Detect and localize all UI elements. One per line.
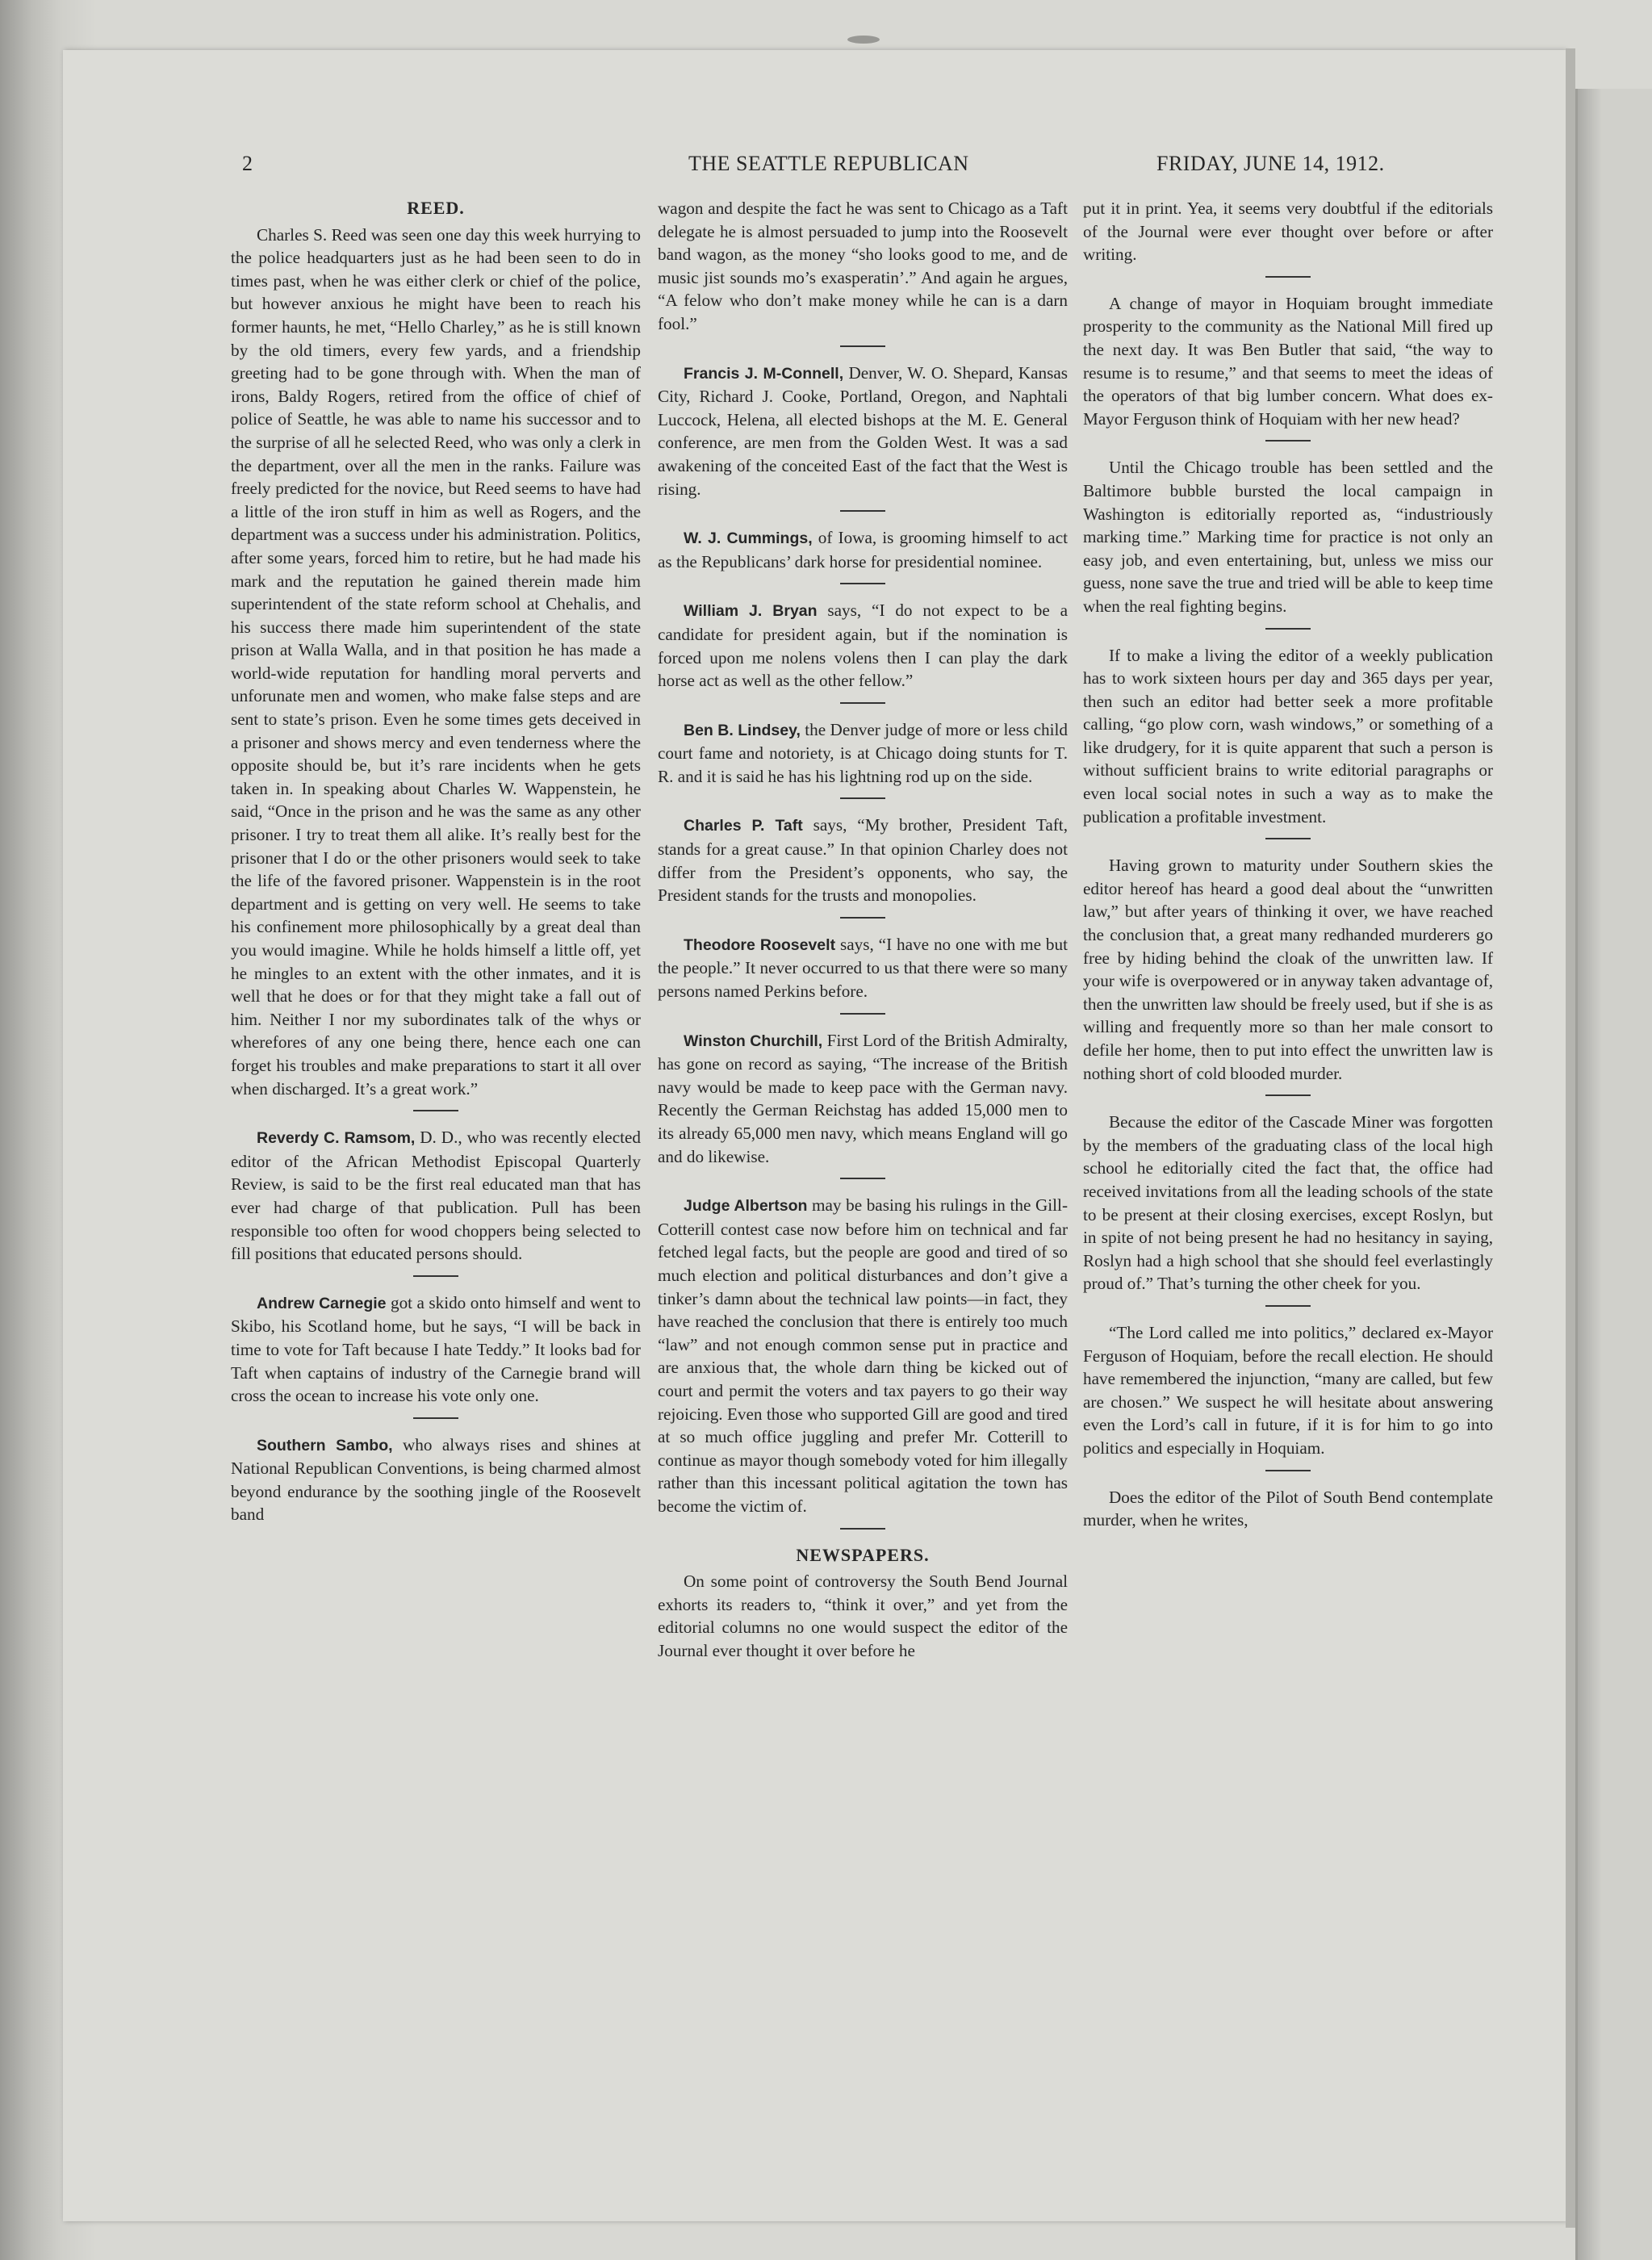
article-reed: Charles S. Reed was seen one day this week hurrying to the police headquarters just as he had been seen to do in times past, when he was either clerk or chief of the police, but however anxious he might have been to reach his former haunts, he met, “Hello Charley,” as he is still known by the old timers, every few yards, and a friendship greeting had to be gone through with. When the man of irons, Baldy Rogers, retired from the office of chief of police of Seattle, he was able to name his successor and to the surprise of all he selected Reed, who was only a clerk in the department, over all the men in the ranks. Failure was freely predicted for the novice, but Reed seems to have had a little of the iron stuff in him as well as Rogers, and the department was a success under his administration. Politics, after some years, forced him to retire, but he had made his mark and the reputation he gained therein made him superintendent of the state reform school at Chehalis, and his success there made him superintendent of the state prison at Walla Walla, and in that position he has made a world-wide reputation for handling moral perverts and unforunate men and women, who make false steps and are sent to state’s prison. Even he some times gets deceived in a prisoner and shows mercy and even tenderness where the opposite should be, but it’s rare incidents when he gets taken in. In speaking about Charles W. Wappenstein, he said, “Once in the prison and he was the same as any other prisoner. I try to treat them all alike. It’s really best for the prisoner that I do or the other prisoners would seek to take the life of the favored prisoner. Wappenstein is in the root department and is getting on very well. He seems to take his confinement more philosophically by a great deal than you would imagine. While he holds himself a little off, yet he mingles to an extent with the other inmates, and it is well that he does or for that they might take a fall out of him. Neither I nor my subordinates talk of the whys or wherefores of any one being there, hence each one can forget his troubles and make preparations to start it all over when discharged. It’s a great work.” [231,224,641,1099]
item-pilot: Does the editor of the Pilot of South Bend contemplate murder, when he writes, [1083,1487,1493,1530]
text-mconnell: Denver, W. O. Shepard, Kansas City, Richard J. Cooke, Portland, Oregon, and Naphtali Luccock, Helena, all elected bishops at the M. E. General conference, are men from the Golden West. It was a sad awakening of the conceited East of the fact that the West is rising. [658,362,1068,499]
item-carnegie [231,1291,641,1408]
divider [840,1528,885,1530]
divider [1265,276,1311,278]
name-albertson: Judge Albertson [684,1197,808,1216]
column-1 [231,197,641,1526]
text-churchill: First Lord of the British Admiralty, has gone on record as saying, “The increase of the British navy would be made to keep pace with the German navy. Recently the German Reichstag has added 15,000 men to its already 65,000 men navy, which means England will go and do likewise. [658,1030,1068,1166]
item-lindsey [658,718,1068,789]
paper-title: THE SEATTLE REPUBLICAN [688,152,969,175]
scan-mark [847,36,880,44]
item-churchill [658,1029,1068,1169]
item-lord-called: “The Lord called me into politics,” declared ex-Mayor Ferguson of Hoquiam, before the recall election. He should have remembered the injunction, “many are called, but few are chosen.” We suspect he will hesitate about answering even the Lord’s call in future, if it is for him to go into politics and especially in Hoquiam. [1083,1322,1493,1458]
text-taft: says, “My brother, President Taft, stands for a great cause.” In that opinion Charley does not differ from the President’s opponents, who say, the President stands for the trusts and monopolies. [658,815,1068,906]
name-carnegie: Andrew Carnegie [257,1294,387,1312]
name-lindsey: Ben B. Lindsey, [684,721,801,739]
divider [1265,1094,1311,1096]
divider [840,345,885,347]
name-taft: Charles P. Taft [684,817,803,835]
item-ransom [231,1126,641,1266]
divider [840,917,885,919]
sheet-edge [1566,48,1575,2228]
article-headline-newspapers: NEWSPAPERS. [796,1544,930,1565]
item-cascade-miner: Because the editor of the Cascade Miner was forgotten by the members of the graduating class of the local high school he editorially cited the fact that, the office had received invitations from all the leading schools of the state to be present at their closing exercises, except Roslyn, but in spite of not being present he had no hesitancy in saying, Roslyn had a high school that she should feel everlastingly proud of.” That’s turning the other cheek for you. [1083,1112,1493,1294]
text-carnegie: got a skido onto himself and went to Skibo, his Scotland home, but he says, “I will be back in time to vote for Taft because I hate Teddy.” It looks bad for Taft when captains of industry of the Carnegie brand will cross the ocean to increase his vote only one. [231,1292,641,1406]
item-bryan [658,599,1068,692]
text-cummings: of Iowa, is grooming himself to act as the Republicans’ dark horse for presidential nominee. [658,528,1068,571]
divider [1265,628,1311,630]
text-roosevelt: says, “I have no one with me but the people.” It never occurred to us that there were so many persons named Perkins before. [658,934,1068,1002]
item-roosevelt [658,933,1068,1003]
article-newspapers: On some point of controversy the South Bend Journal exhorts its readers to, “think it over,” and yet from the editorial columns no one would suspect the editor of the Journal ever thought it over before he [658,1572,1068,1660]
item-sambo-continued: wagon and despite the fact he was sent to Chicago as a Taft delegate he is almost persuaded to jump into the Roosevelt band wagon, as the money “sho looks good to me, and de music jist sounds mo’s exasperatin’.” And again he argues, “A felow who don’t make money while he can is a darn fool.” [658,199,1068,333]
divider [840,1013,885,1015]
divider [840,510,885,512]
divider [840,702,885,704]
name-sambo: Southern Sambo, [257,1436,393,1454]
name-churchill: Winston Churchill, [684,1032,823,1050]
item-hoquiam: A change of mayor in Hoquiam brought immediate prosperity to the community as the National Mill fired up the next day. It was Ben Butler that said, “the way to resume is to resume,” and that seems to meet the ideas of the operators of that big lumber concern. What does ex-Mayor Ferguson think of Hoquiam with her new head? [1083,293,1493,429]
name-bryan: William J. Bryan [684,602,818,621]
article-headline-reed: REED. [407,198,465,218]
item-sambo [231,1433,641,1526]
text-sambo: who always rises and shines at National Republican Conventions, is being charmed almost beyond endurance by the soothing jingle of the Roosevelt band [231,1434,641,1525]
item-cummings [658,526,1068,573]
text-lindsey: the Denver judge of more or less child court fame and notoriety, is at Chicago doing stunts for T. R. and it is said he has his lightning rod up on the side. [658,719,1068,786]
page-number: 2 [242,152,253,175]
divider [840,583,885,584]
next-page-edge [1575,89,1652,2260]
name-mconnell: Francis J. M-Connell, [684,364,844,383]
divider [413,1275,458,1277]
issue-date: FRIDAY, JUNE 14, 1912. [1156,152,1385,175]
column-2 [658,197,1068,1662]
item-unwritten-law: Having grown to maturity under Southern skies the editor hereof has heard a good deal about the “unwritten law,” but after years of thinking it over, we have reached the conclusion that, a great many redhanded murderers go free by hiding behind the cloak of the unwritten law. If your wife is overpowered or in anyway taken advantage of, then the unwritten law should be freely used, but if she is as willing and frequently more so than her male consort to defile her home, then to put into effect the unwritten law is nothing short of cold blooded murder. [1083,856,1493,1083]
item-albertson [658,1194,1068,1517]
text-ransom: D. D., who was recently elected editor of the African Methodist Episcopal Quarterly Review, is said to be the first real educated man that has ever had charge of that publication. Pull has been responsible too often for wood choppers being selected to fill positions that educated persons should. [231,1128,641,1264]
column-3 [1083,197,1493,1532]
item-weekly-editor: If to make a living the editor of a weekly publication has to work sixteen hours per day and 365 days per year, then such an editor had better seek a more profitable calling, “go plow corn, wash windows,” or something of a like drudgery, for it is quite apparent that such a person is without sufficient brains to write editorial paragraphs or even local social notes in such a way as to make the publication a profitable investment. [1083,645,1493,827]
divider [413,1417,458,1419]
item-mconnell [658,362,1068,501]
text-bryan: says, “I do not expect to be a candidate for president again, but if the nomination is forced upon me nolens volens then I can play the dark horse act as well as the other fellow.” [658,601,1068,691]
divider [1265,838,1311,839]
name-cummings: W. J. Cummings, [684,529,813,548]
divider [413,1110,458,1111]
text-albertson: may be basing his rulings in the Gill-Cotterill contest case now before him on technical and far fetched legal facts, but the people are good and tired of so much election and political disturbances and don’t give a tinker’s damn about the technical law points—in fact, they have reached the conclusion that there is entirely too much “law” and not enough common sense put in practice and are anxious that, the whole darn thing be kicked out of court and permit the voters and tax payers to go their way rejoicing. Even those who supported Gill are good and tired at so much office juggling and prefer Mr. Cotterill to continue as mayor though somebody voted for him illegally rather than this incessant political agitation the town has become the victim of. [658,1195,1068,1516]
divider [1265,1470,1311,1471]
item-chicago-trouble: Until the Chicago trouble has been settled and the Baltimore bubble bursted the local campaign in Washington is editorially reported as, “industriously marking time.” Marking time for practice is not only an easy job, and even entertaining, but, unless we miss our guess, none save the true and tried will be able to keep time when the real fighting begins. [1083,458,1493,616]
divider [840,797,885,799]
item-taft [658,814,1068,906]
divider [1265,1305,1311,1307]
article-newspapers-continued: put it in print. Yea, it seems very doubtful if the editorials of the Journal were ever thought over before or after writing. [1083,199,1493,265]
name-ransom: Reverdy C. Ramsom, [257,1129,416,1148]
divider [840,1178,885,1179]
name-roosevelt: Theodore Roosevelt [684,935,836,954]
divider [1265,440,1311,442]
